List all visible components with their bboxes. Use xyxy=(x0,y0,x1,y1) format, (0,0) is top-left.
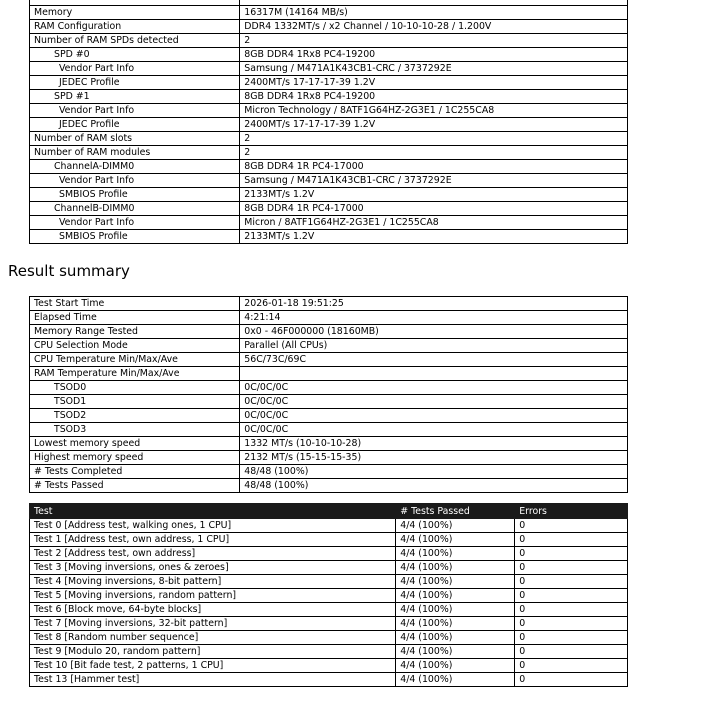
row-value: 2400MT/s 17-17-17-39 1.2V xyxy=(240,118,628,132)
test-name: Test 2 [Address test, own address] xyxy=(30,547,396,561)
system-info-row xyxy=(30,34,628,48)
test-row xyxy=(30,533,628,547)
result-summary-heading: Result summary xyxy=(8,262,130,280)
row-label: TSOD2 xyxy=(30,409,240,423)
system-info-row xyxy=(30,118,628,132)
header-tests-passed: # Tests Passed xyxy=(396,504,515,519)
test-name: Test 8 [Random number sequence] xyxy=(30,631,396,645)
row-label: Vendor Part Info xyxy=(30,174,240,188)
row-label: TSOD0 xyxy=(30,381,240,395)
summary-row xyxy=(30,451,628,465)
row-label: Lowest memory speed xyxy=(30,437,240,451)
test-errors: 0 xyxy=(515,533,628,547)
test-name: Test 6 [Block move, 64-byte blocks] xyxy=(30,603,396,617)
system-info-body xyxy=(30,0,628,244)
row-label: JEDEC Profile xyxy=(30,118,240,132)
test-row xyxy=(30,519,628,533)
row-value: 0C/0C/0C xyxy=(240,409,628,423)
row-label: CPU Temperature Min/Max/Ave xyxy=(30,353,240,367)
row-label: SPD #1 xyxy=(30,90,240,104)
test-row xyxy=(30,589,628,603)
test-passed: 4/4 (100%) xyxy=(396,547,515,561)
summary-row xyxy=(30,311,628,325)
row-value: Samsung / M471A1K43CB1-CRC / 3737292E xyxy=(240,62,628,76)
row-value: 0C/0C/0C xyxy=(240,423,628,437)
summary-row xyxy=(30,465,628,479)
row-value: Parallel (All CPUs) xyxy=(240,339,628,353)
test-name: Test 1 [Address test, own address, 1 CPU] xyxy=(30,533,396,547)
test-name: Test 4 [Moving inversions, 8-bit pattern] xyxy=(30,575,396,589)
test-row xyxy=(30,617,628,631)
row-label: SMBIOS Profile xyxy=(30,188,240,202)
row-value: 56C/73C/69C xyxy=(240,353,628,367)
row-value: Micron Technology / 8ATF1G64HZ-2G3E1 / 1C255CA8 xyxy=(240,104,628,118)
summary-row xyxy=(30,381,628,395)
system-info-row xyxy=(30,6,628,20)
test-passed: 4/4 (100%) xyxy=(396,645,515,659)
test-passed: 4/4 (100%) xyxy=(396,673,515,687)
summary-row xyxy=(30,353,628,367)
test-name: Test 3 [Moving inversions, ones & zeroes] xyxy=(30,561,396,575)
test-row xyxy=(30,603,628,617)
summary-row xyxy=(30,479,628,493)
row-value: 8GB DDR4 1R PC4-17000 xyxy=(240,202,628,216)
row-label: TSOD3 xyxy=(30,423,240,437)
row-value: 0x0 - 46F000000 (18160MB) xyxy=(240,325,628,339)
system-info-row xyxy=(30,62,628,76)
test-name: Test 5 [Moving inversions, random pattern] xyxy=(30,589,396,603)
test-row xyxy=(30,673,628,687)
row-value: 1332 MT/s (10-10-10-28) xyxy=(240,437,628,451)
test-errors: 0 xyxy=(515,645,628,659)
test-name: Test 9 [Modulo 20, random pattern] xyxy=(30,645,396,659)
test-passed: 4/4 (100%) xyxy=(396,631,515,645)
row-value: 8GB DDR4 1Rx8 PC4-19200 xyxy=(240,90,628,104)
row-label: Memory xyxy=(30,6,240,20)
summary-row xyxy=(30,367,628,381)
test-passed: 4/4 (100%) xyxy=(396,533,515,547)
row-value: 4:21:14 xyxy=(240,311,628,325)
row-label: RAM Temperature Min/Max/Ave xyxy=(30,367,240,381)
row-value: 48/48 (100%) xyxy=(240,479,628,493)
row-value: Micron / 8ATF1G64HZ-2G3E1 / 1C255CA8 xyxy=(240,216,628,230)
row-value: 2132 MT/s (15-15-15-35) xyxy=(240,451,628,465)
row-value: 2 xyxy=(240,146,628,160)
row-label: TSOD1 xyxy=(30,395,240,409)
row-value: 2400MT/s 17-17-17-39 1.2V xyxy=(240,76,628,90)
row-label: Vendor Part Info xyxy=(30,216,240,230)
result-summary-table xyxy=(29,296,628,493)
system-info-row xyxy=(30,188,628,202)
row-value: 48/48 (100%) xyxy=(240,465,628,479)
system-info-row xyxy=(30,76,628,90)
row-value: 2133MT/s 1.2V xyxy=(240,230,628,244)
system-info-row xyxy=(30,48,628,62)
tests-table xyxy=(29,503,628,687)
summary-row xyxy=(30,409,628,423)
system-info-row xyxy=(30,90,628,104)
test-row xyxy=(30,659,628,673)
row-value: 2133MT/s 1.2V xyxy=(240,188,628,202)
summary-row xyxy=(30,437,628,451)
row-value: 0C/0C/0C xyxy=(240,395,628,409)
system-info-row xyxy=(30,160,628,174)
row-value: 2 xyxy=(240,132,628,146)
test-row xyxy=(30,561,628,575)
test-errors: 0 xyxy=(515,561,628,575)
row-label: Elapsed Time xyxy=(30,311,240,325)
system-info-table xyxy=(29,0,628,244)
row-label: Test Start Time xyxy=(30,297,240,311)
row-label: # Tests Completed xyxy=(30,465,240,479)
test-row xyxy=(30,575,628,589)
row-value xyxy=(240,367,628,381)
summary-row xyxy=(30,423,628,437)
summary-row xyxy=(30,395,628,409)
row-value: 16317M (14164 MB/s) xyxy=(240,6,628,20)
test-passed: 4/4 (100%) xyxy=(396,589,515,603)
row-label: Number of RAM slots xyxy=(30,132,240,146)
row-label: ChannelB-DIMM0 xyxy=(30,202,240,216)
system-info-row xyxy=(30,202,628,216)
summary-row xyxy=(30,297,628,311)
system-info-row xyxy=(30,146,628,160)
row-label: Vendor Part Info xyxy=(30,104,240,118)
header-test: Test xyxy=(30,504,396,519)
system-info-row xyxy=(30,20,628,34)
row-label: Number of RAM modules xyxy=(30,146,240,160)
row-label: SMBIOS Profile xyxy=(30,230,240,244)
test-errors: 0 xyxy=(515,673,628,687)
tests-header-row xyxy=(30,504,628,519)
row-value: 0C/0C/0C xyxy=(240,381,628,395)
test-name: Test 10 [Bit fade test, 2 patterns, 1 CPU] xyxy=(30,659,396,673)
test-passed: 4/4 (100%) xyxy=(396,617,515,631)
test-row xyxy=(30,645,628,659)
test-passed: 4/4 (100%) xyxy=(396,659,515,673)
row-label: # Tests Passed xyxy=(30,479,240,493)
test-row xyxy=(30,631,628,645)
summary-row xyxy=(30,325,628,339)
row-label: Vendor Part Info xyxy=(30,62,240,76)
test-row xyxy=(30,547,628,561)
test-errors: 0 xyxy=(515,631,628,645)
system-info-row xyxy=(30,104,628,118)
test-name: Test 7 [Moving inversions, 32-bit pattern] xyxy=(30,617,396,631)
test-passed: 4/4 (100%) xyxy=(396,603,515,617)
tests-body xyxy=(30,519,628,687)
test-errors: 0 xyxy=(515,589,628,603)
test-passed: 4/4 (100%) xyxy=(396,561,515,575)
header-errors: Errors xyxy=(515,504,628,519)
row-value: 8GB DDR4 1R PC4-17000 xyxy=(240,160,628,174)
row-label: Highest memory speed xyxy=(30,451,240,465)
test-name: Test 13 [Hammer test] xyxy=(30,673,396,687)
test-errors: 0 xyxy=(515,547,628,561)
test-errors: 0 xyxy=(515,659,628,673)
row-value: 2026-01-18 19:51:25 xyxy=(240,297,628,311)
row-label: RAM Configuration xyxy=(30,20,240,34)
test-passed: 4/4 (100%) xyxy=(396,575,515,589)
system-info-row xyxy=(30,132,628,146)
system-info-row xyxy=(30,230,628,244)
result-summary-body xyxy=(30,297,628,493)
row-label: Number of RAM SPDs detected xyxy=(30,34,240,48)
row-value: 8GB DDR4 1Rx8 PC4-19200 xyxy=(240,48,628,62)
test-errors: 0 xyxy=(515,603,628,617)
system-info-row xyxy=(30,216,628,230)
test-errors: 0 xyxy=(515,617,628,631)
test-name: Test 0 [Address test, walking ones, 1 CPU] xyxy=(30,519,396,533)
row-label: JEDEC Profile xyxy=(30,76,240,90)
test-errors: 0 xyxy=(515,519,628,533)
test-errors: 0 xyxy=(515,575,628,589)
summary-row xyxy=(30,339,628,353)
row-label: Memory Range Tested xyxy=(30,325,240,339)
row-label: CPU Selection Mode xyxy=(30,339,240,353)
test-passed: 4/4 (100%) xyxy=(396,519,515,533)
row-value: Samsung / M471A1K43CB1-CRC / 3737292E xyxy=(240,174,628,188)
system-info-row xyxy=(30,174,628,188)
row-label: ChannelA-DIMM0 xyxy=(30,160,240,174)
row-label: SPD #0 xyxy=(30,48,240,62)
row-value: 2 xyxy=(240,34,628,48)
row-value: DDR4 1332MT/s / x2 Channel / 10-10-10-28 / 1.200V xyxy=(240,20,628,34)
